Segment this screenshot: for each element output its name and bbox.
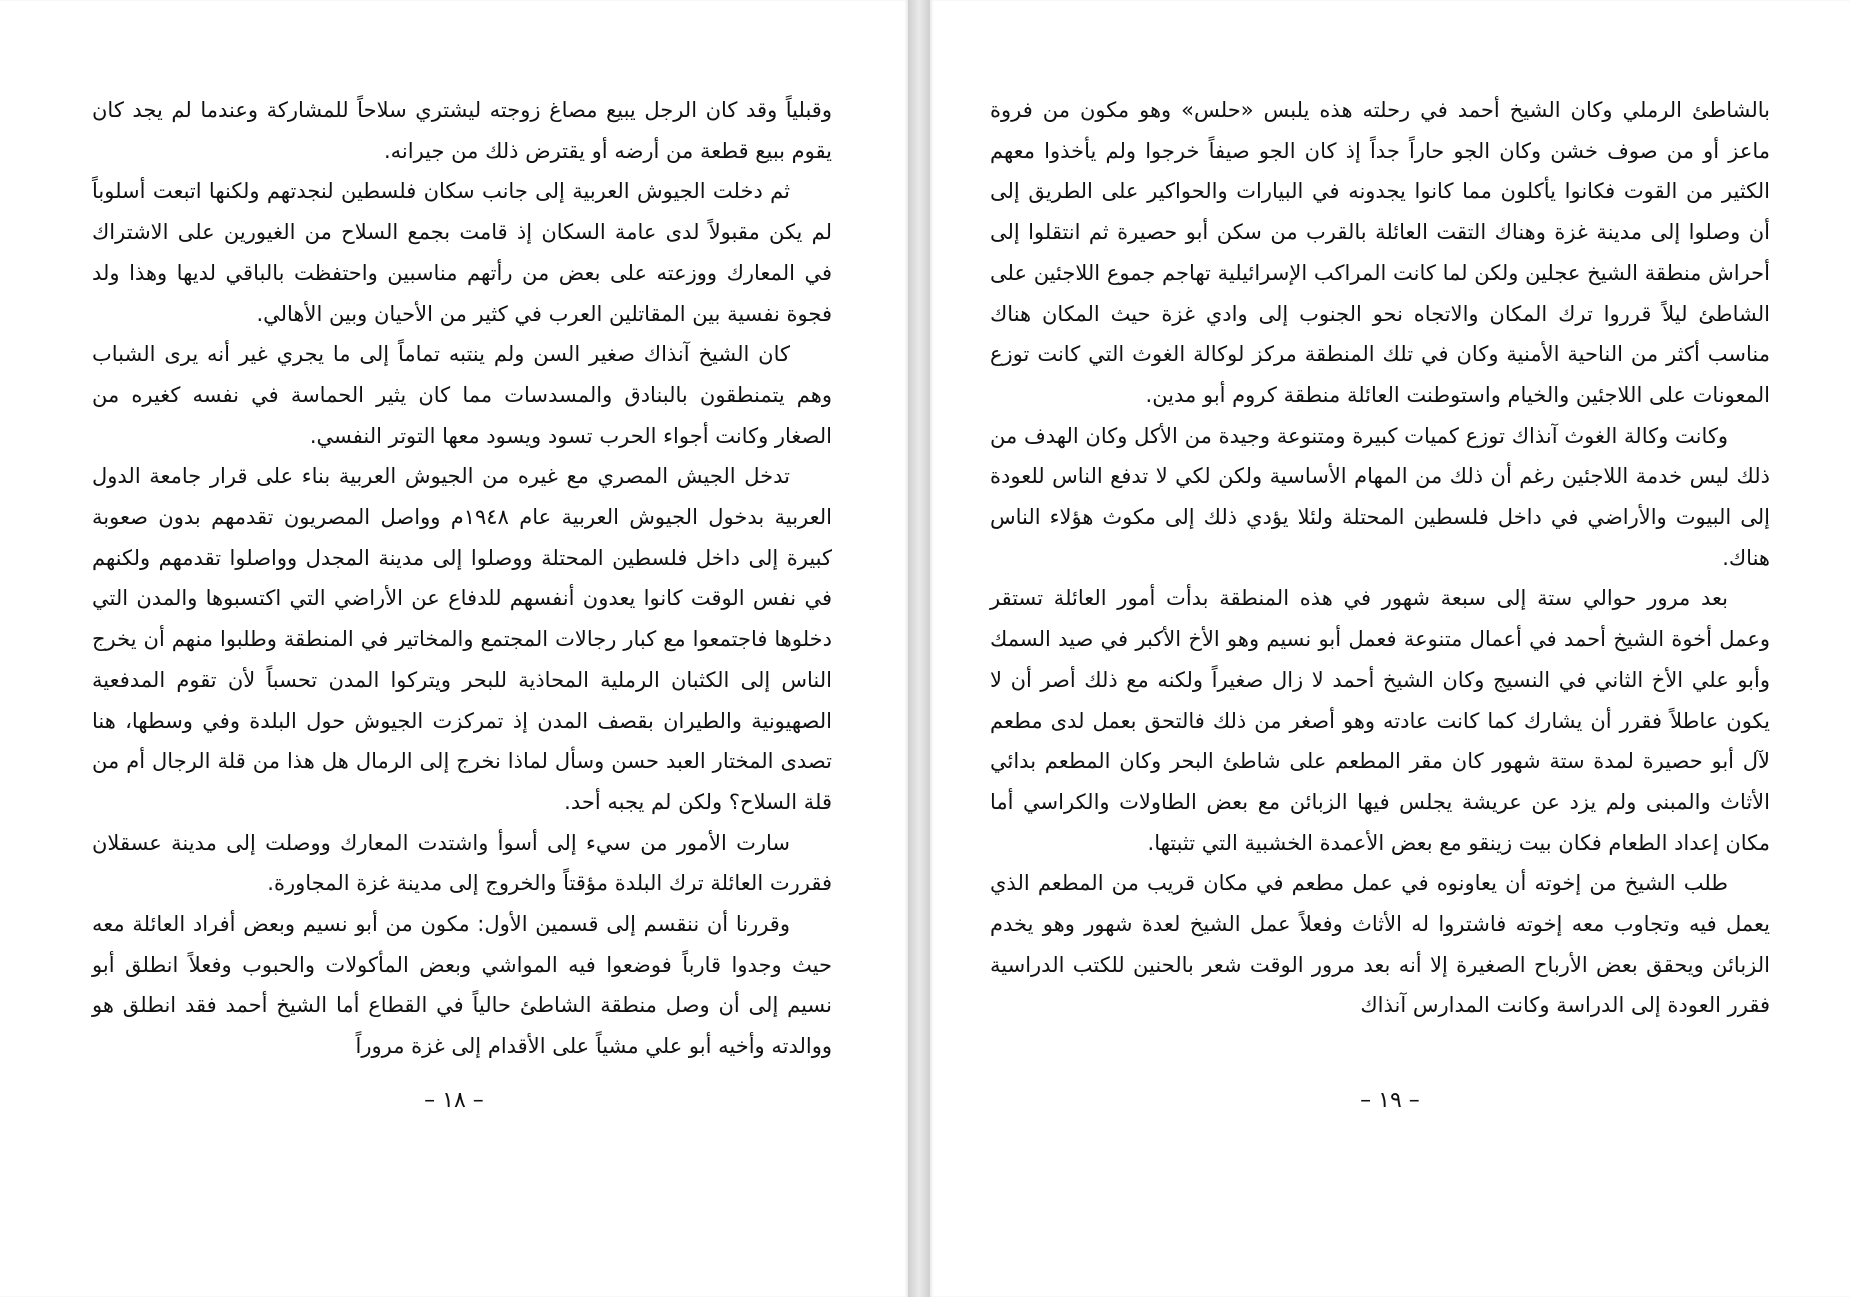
right-page-text xyxy=(990,90,1770,1026)
paragraph: تدخل الجيش المصري مع غيره من الجيوش العربية بناء على قرار جامعة الدول العربية بدخول الجيوش العربية عام ١٩٤٨م وواصل المصريون تقدمهم بدون صعوبة كبيرة إلى داخل فلسطين المحتلة ووصلوا إلى مدينة المجدل وواصلوا تقدمهم ولكنهم في نفس الوقت كانوا يعدون أنفسهم للدفاع عن الأراضي التي اكتسبوها والمدن التي دخلوها فاجتمعوا مع كبار رجالات المجتمع والمخاتير في المنطقة وطلبوا منهم أن يخرج الناس إلى الكثبان الرملية المحاذية للبحر ويتركوا المدن تحسباً لأن تقوم المدفعية الصهيونية والطيران بقصف المدن إذ تمركزت الجيوش حول البلدة وفي وسطها، هنا تصدى المختار العبد حسن وسأل لماذا نخرج إلى الرمال هل هذا من قلة الرجال أم من قلة السلاح؟ ولكن لم يجبه أحد. xyxy=(92,464,832,814)
left-page-text xyxy=(92,90,832,1067)
book-gutter xyxy=(908,0,930,1297)
paragraph: كان الشيخ آنذاك صغير السن ولم ينتبه تماماً إلى ما يجري غير أنه يرى الشباب وهم يتمنطقون بالبنادق والمسدسات مما كان يثير الحماسة في نفسه كغيره من الصغار وكانت أجواء الحرب تسود ويسود معها التوتر النفسي. xyxy=(92,342,832,448)
paragraph: طلب الشيخ من إخوته أن يعاونوه في عمل مطعم في مكان قريب من المطعم الذي يعمل فيه وتجاوب معه إخوته فاشتروا له الأثاث وفعلاً عمل الشيخ لعدة شهور وهو يخدم الزبائن ويحقق بعض الأرباح الصغيرة إلا أنه بعد مرور الوقت شعر بالحنين للكتب الدراسية فقرر العودة إلى الدراسة وكانت المدارس آنذاك xyxy=(990,871,1770,1018)
paragraph: ثم دخلت الجيوش العربية إلى جانب سكان فلسطين لنجدتهم ولكنها اتبعت أسلوباً لم يكن مقبولاً لدى عامة السكان إذ قامت بجمع السلاح من الغيورين على الاشتراك في المعارك ووزعته على بعض من رأتهم مناسبين واحتفظت بالباقي لديها وهذا ولد فجوة نفسية بين المقاتلين العرب في كثير من الأحيان وبين الأهالي. xyxy=(92,179,832,326)
right-page xyxy=(930,0,1850,1297)
paragraph: وكانت وكالة الغوث آنذاك توزع كميات كبيرة ومتنوعة وجيدة من الأكل وكان الهدف من ذلك ليس خدمة اللاجئين رغم أن ذلك من المهام الأساسية ولكن لكي لا تدفع الناس للعودة إلى البيوت والأراضي في داخل فلسطين المحتلة ولئلا يؤدي ذلك إلى مكوث هؤلاء الناس هناك. xyxy=(990,423,1770,570)
paragraph: سارت الأمور من سيء إلى أسوأ واشتدت المعارك ووصلت إلى مدينة عسقلان فقررت العائلة ترك البلدة مؤقتاً والخروج إلى مدينة غزة المجاورة. xyxy=(92,830,832,896)
paragraph: بالشاطئ الرملي وكان الشيخ أحمد في رحلته هذه يلبس «حلس» وهو مكون من فروة ماعز أو من صوف خشن وكان الجو حاراً جداً إذ كان الجو صيفاً خرجوا ولم يأخذوا معهم الكثير من القوت فكانوا يأكلون مما كانوا يجدونه في البيارات والحواكير على الطريق إلى أن وصلوا إلى مدينة غزة وهناك التقت العائلة بالقرب من سكن أبو حصيرة ثم انتقلوا إلى أحراش منطقة الشيخ عجلين ولكن لما كانت المراكب الإسرائيلية تهاجم جموع اللاجئين على الشاطئ ليلاً قرروا ترك المكان والاتجاه نحو الجنوب إلى وادي غزة حيث المكان هناك مناسب أكثر من الناحية الأمنية وكان في تلك المنطقة مركز لوكالة الغوث التي كانت توزع المعونات على اللاجئين والخيام واستوطنت العائلة منطقة كروم أبو مدين. xyxy=(990,98,1770,407)
page-number: – ١٩ – xyxy=(1360,1088,1420,1113)
paragraph: بعد مرور حوالي ستة إلى سبعة شهور في هذه المنطقة بدأت أمور العائلة تستقر وعمل أخوة الشيخ أحمد في أعمال متنوعة فعمل أبو نسيم وهو الأخ الأكبر في صيد السمك وأبو علي الأخ الثاني في النسيج وكان الشيخ أحمد لا زال صغيراً ولكنه مع ذلك أصر أن لا يكون عاطلاً فقرر أن يشارك كما كانت عادته وهو أصغر من ذلك فالتحق بعمل لدى مطعم لآل أبو حصيرة لمدة ستة شهور كان مقر المطعم على شاطئ البحر وكان المطعم بدائي الأثاث والمبنى ولم يزد عن عريشة يجلس فيها الزبائن مع بعض الطاولات والكراسي أما مكان إعداد الطعام فكان بيت زينقو مع بعض الأعمدة الخشبية التي تثبتها. xyxy=(990,586,1770,855)
page-number: – ١٨ – xyxy=(424,1088,484,1113)
left-page xyxy=(0,0,908,1297)
paragraph: وقررنا أن ننقسم إلى قسمين الأول: مكون من أبو نسيم وبعض أفراد العائلة معه حيث وجدوا قارباً فوضعوا فيه المواشي وبعض المأكولات والحبوب وفعلاً انطلق أبو نسيم إلى أن وصل منطقة الشاطئ حالياً في القطاع أما الشيخ أحمد فقد انطلق هو ووالدته وأخيه أبو علي مشياً على الأقدام إلى غزة مروراً xyxy=(92,912,832,1059)
paragraph: وقبلياً وقد كان الرجل يبيع مصاغ زوجته ليشتري سلاحاً للمشاركة وعندما لم يجد كان يقوم ببيع قطعة من أرضه أو يقترض ذلك من جيرانه. xyxy=(92,98,832,163)
